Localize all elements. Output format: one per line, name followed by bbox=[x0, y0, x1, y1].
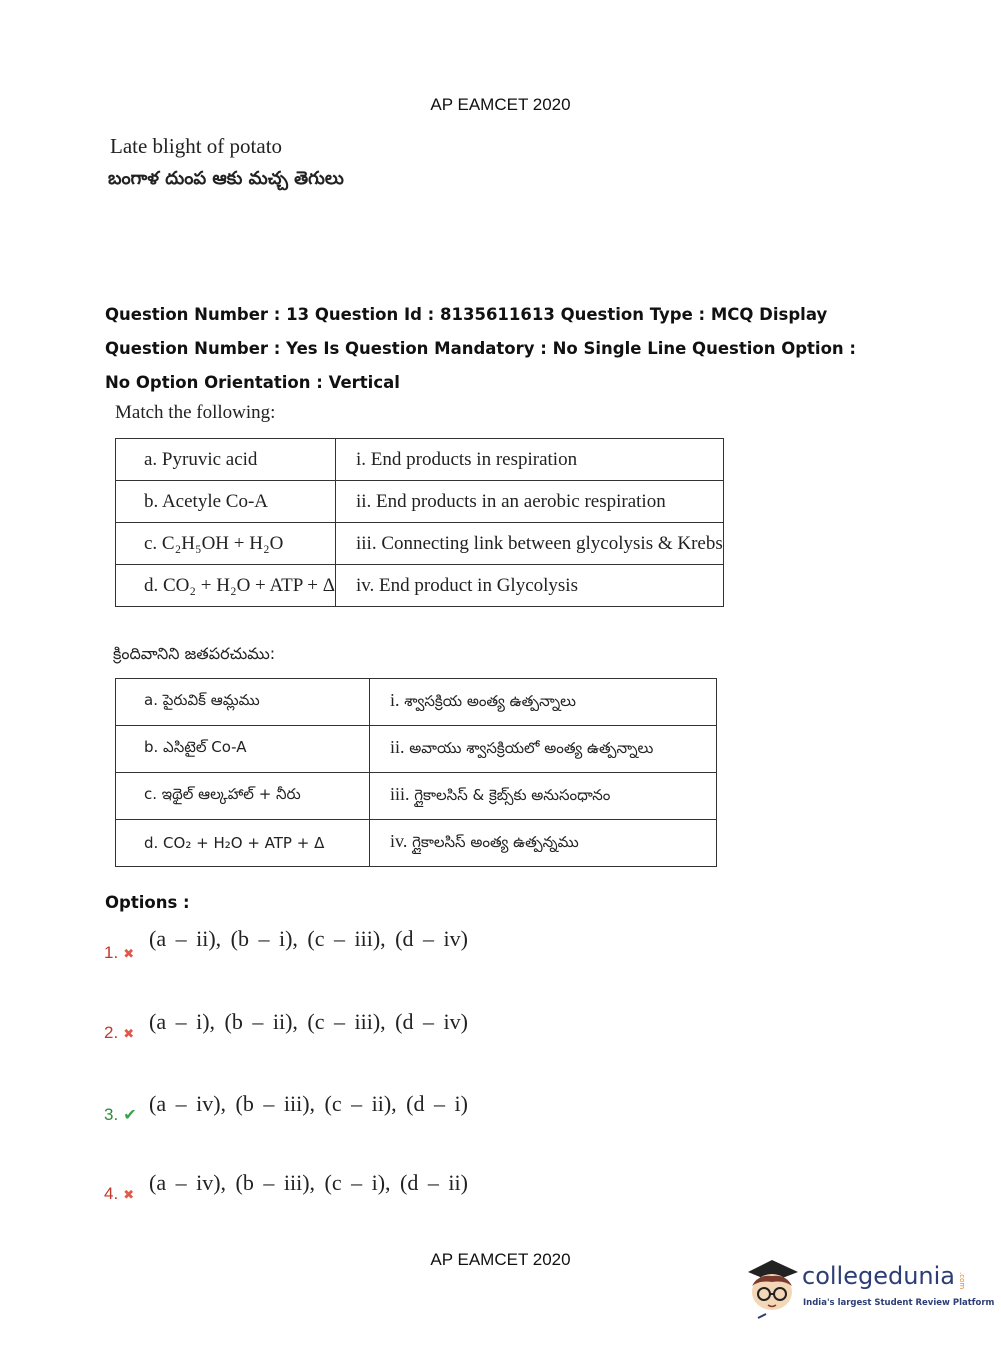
table-cell-left: a. పైరువిక్ ఆమ్లము bbox=[116, 679, 370, 726]
option-number: 2. bbox=[104, 1023, 119, 1042]
options-label: Options : bbox=[105, 893, 190, 912]
table-cell-right: iii. Connecting link between glycolysis & Krebs bbox=[335, 523, 723, 565]
table-cell-left: c. C₂H₅OH + H₂O bbox=[116, 523, 336, 565]
cell-text: శ్వాసక్రియ అంత్య ఉత్పన్నాలు bbox=[404, 692, 576, 710]
option-1-number bbox=[104, 943, 134, 963]
previous-answer-telugu: బంగాళ దుంప ఆకు మచ్చ తెగులు bbox=[108, 168, 344, 189]
table-row bbox=[116, 565, 724, 607]
table-cell-right bbox=[370, 679, 717, 726]
table-cell-right bbox=[370, 820, 717, 867]
table-row bbox=[116, 726, 717, 773]
table-cell-right: iv. End product in Glycolysis bbox=[335, 565, 723, 607]
page-footer: AP EAMCET 2020 bbox=[430, 1250, 571, 1269]
table-cell-right: ii. End products in an aerobic respiration bbox=[335, 481, 723, 523]
option-number: 1. bbox=[104, 943, 119, 962]
option-3-number bbox=[104, 1105, 137, 1125]
question-info: Question Number : 13 Question Id : 8135611613 Question Type : MCQ Display Question Number : Yes Is Question Mandatory : No Single Line Question Option : No Option Orientation : Vertical bbox=[105, 305, 857, 392]
check-icon: ✔ bbox=[123, 1107, 137, 1124]
match-title-english: Match the following: bbox=[115, 402, 276, 423]
table-row bbox=[116, 481, 724, 523]
previous-answer-english: Late blight of potato bbox=[110, 134, 283, 158]
table-cell-right: i. End products in respiration bbox=[335, 439, 723, 481]
table-cell-left: b. ఎసిటైల్ Co-A bbox=[116, 726, 370, 773]
table-row bbox=[116, 820, 717, 867]
option-2-number bbox=[104, 1023, 134, 1043]
match-table-english bbox=[115, 438, 724, 607]
table-row bbox=[116, 439, 724, 481]
logo-tagline: India's largest Student Review Platform bbox=[803, 1298, 995, 1308]
table-row bbox=[116, 773, 717, 820]
table-cell-left: d. CO₂ + H₂O + ATP + Δ bbox=[116, 820, 370, 867]
table-row bbox=[116, 679, 717, 726]
option-4-number bbox=[104, 1184, 134, 1204]
table-cell-right bbox=[370, 726, 717, 773]
table-cell-left: c. ఇథైల్ ఆల్కహాల్ + నీరు bbox=[116, 773, 370, 820]
option-4-text: (a – iv), (b – iii), (c – i), (d – ii) bbox=[149, 1170, 468, 1195]
option-1-text: (a – ii), (b – i), (c – iii), (d – iv) bbox=[149, 926, 468, 951]
roman-numeral: i. bbox=[390, 690, 400, 710]
match-table-telugu bbox=[115, 678, 717, 867]
cross-icon: ✖ bbox=[123, 946, 135, 961]
option-3-text: (a – iv), (b – iii), (c – ii), (d – i) bbox=[149, 1091, 468, 1116]
cell-text: అవాయు శ్వాసక్రియలో అంత్య ఉత్పన్నాలు bbox=[409, 739, 654, 757]
table-row bbox=[116, 523, 724, 565]
page-header: AP EAMCET 2020 bbox=[430, 95, 571, 114]
roman-numeral: ii. bbox=[390, 737, 405, 757]
option-number: 3. bbox=[104, 1105, 119, 1124]
cross-icon: ✖ bbox=[123, 1026, 135, 1041]
option-number: 4. bbox=[104, 1184, 119, 1203]
table-cell-left: b. Acetyle Co-A bbox=[116, 481, 336, 523]
match-title-telugu: క్రిందివానిని జతపరచుము: bbox=[113, 644, 276, 663]
table-cell-right bbox=[370, 773, 717, 820]
roman-numeral: iii. bbox=[390, 784, 410, 804]
table-cell-left: a. Pyruvic acid bbox=[116, 439, 336, 481]
cell-text: గ్లైకాలసిస్ అంత్య ఉత్పన్నము bbox=[412, 833, 579, 851]
table-cell-left: d. CO₂ + H₂O + ATP + Δ bbox=[116, 565, 336, 607]
cross-icon: ✖ bbox=[123, 1187, 135, 1202]
logo-suffix: .com bbox=[958, 1272, 966, 1290]
option-2-text: (a – i), (b – ii), (c – iii), (d – iv) bbox=[149, 1009, 468, 1034]
cell-text: గ్లైకాలసిస్ & క్రెబ్స్‌కు అనుసంధానం bbox=[414, 786, 611, 804]
roman-numeral: iv. bbox=[390, 831, 408, 851]
logo-wordmark: collegedunia bbox=[802, 1262, 956, 1290]
